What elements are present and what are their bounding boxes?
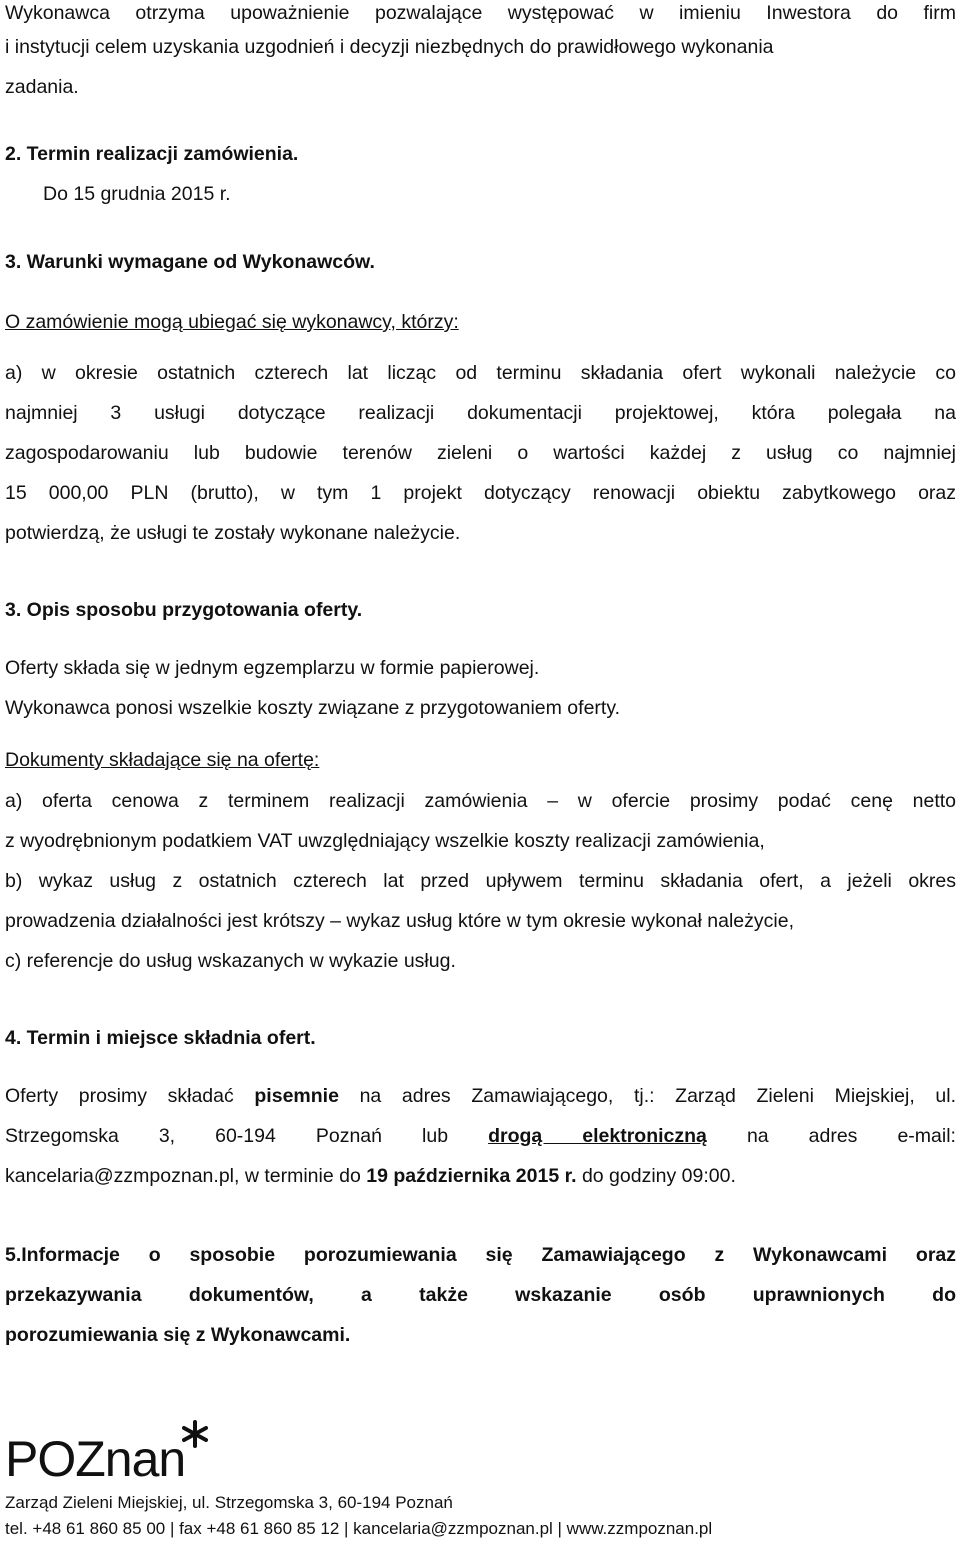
text-segment: na adres Zamawiającego, tj.: Zarząd Zieleni Miejskiej, ul. [359,1085,956,1107]
text-segment-bold-underlined: drogą elektroniczną [488,1125,707,1147]
document-item-line: z wyodrębnionym podatkiem VAT uwzględniający wszelkie koszty realizacji zamówienia, [5,830,765,852]
condition-line: potwierdzą, że usługi te zostały wykonane należycie. [5,522,461,544]
section-heading-offer: 3. Opis sposobu przygotowania oferty. [5,599,363,621]
section-heading-5: przekazywania dokumentów, a także wskazanie osób uprawnionych do [5,1284,956,1306]
condition-line: 15 000,00 PLN (brutto), w tym 1 projekt dotyczący renowacji obiektu zabytkowego oraz [5,482,956,504]
paragraph-line: zadania. [5,76,79,98]
text-segment: do godziny 09:00. [581,1165,736,1187]
poznan-logo [5,1420,215,1480]
paragraph-line: i instytucji celem uzyskania uzgodnień i decyzji niezbędnych do prawidłowego wykonania [5,36,774,58]
text-segment: Strzegomska 3, 60-194 Poznań lub [5,1125,449,1147]
conditions-intro: O zamówienie mogą ubiegać się wykonawcy, którzy: [5,311,459,333]
section-heading-3: 3. Warunki wymagane od Wykonawców. [5,251,375,273]
section-heading-2: 2. Termin realizacji zamówienia. [5,143,299,165]
star-icon [184,1422,206,1446]
submission-line [5,1083,956,1109]
condition-line: najmniej 3 usługi dotyczące realizacji dokumentacji projektowej, która polegała na [5,402,956,424]
footer-address: Zarząd Zieleni Miejskiej, ul. Strzegomska 3, 60-194 Poznań [5,1493,453,1512]
text-segment: kancelaria@zzmpoznan.pl, w terminie do [5,1165,361,1187]
text-segment-bold: 19 października 2015 r. [366,1165,577,1187]
offer-line: Wykonawca ponosi wszelkie koszty związane z przygotowaniem oferty. [5,697,621,719]
section-heading-5: porozumiewania się z Wykonawcami. [5,1324,351,1346]
text-segment: na adres e-mail: [746,1125,956,1147]
documents-heading: Dokumenty składające się na ofertę: [5,749,320,771]
document-item-line: a) oferta cenowa z terminem realizacji zamówienia – w ofercie prosimy podać cenę netto [5,790,956,812]
submission-line [5,1123,956,1149]
section-text: Do 15 grudnia 2015 r. [43,183,231,205]
document-item-line: prowadzenia działalności jest krótszy – wykaz usług które w tym okresie wykonał należycie, [5,910,794,932]
document-item-line: b) wykaz usług z ostatnich czterech lat przed upływem terminu składania ofert, a jeżeli okres [5,870,956,892]
section-heading-4: 4. Termin i miejsce składnia ofert. [5,1027,316,1049]
text-segment-bold: pisemnie [254,1085,339,1107]
submission-line [5,1163,736,1189]
offer-line: Oferty składa się w jednym egzemplarzu w formie papierowej. [5,657,540,679]
svg-text:POZnan: POZnan [5,1431,186,1480]
text-segment: Oferty prosimy składać [5,1085,234,1107]
footer-contact: tel. +48 61 860 85 00 | fax +48 61 860 85 12 | kancelaria@zzmpoznan.pl | www.zzmpoznan.pl [5,1519,713,1538]
section-heading-5: 5.Informacje o sposobie porozumiewania się Zamawiającego z Wykonawcami oraz [5,1244,956,1266]
condition-line: zagospodarowaniu lub budowie terenów zieleni o wartości każdej z usług co najmniej [5,442,956,464]
condition-line: a) w okresie ostatnich czterech lat licząc od terminu składania ofert wykonali należycie co [5,362,956,384]
document-item-line: c) referencje do usług wskazanych w wykazie usług. [5,950,456,972]
paragraph-line: Wykonawca otrzyma upoważnienie pozwalające występować w imieniu Inwestora do firm [5,2,956,24]
